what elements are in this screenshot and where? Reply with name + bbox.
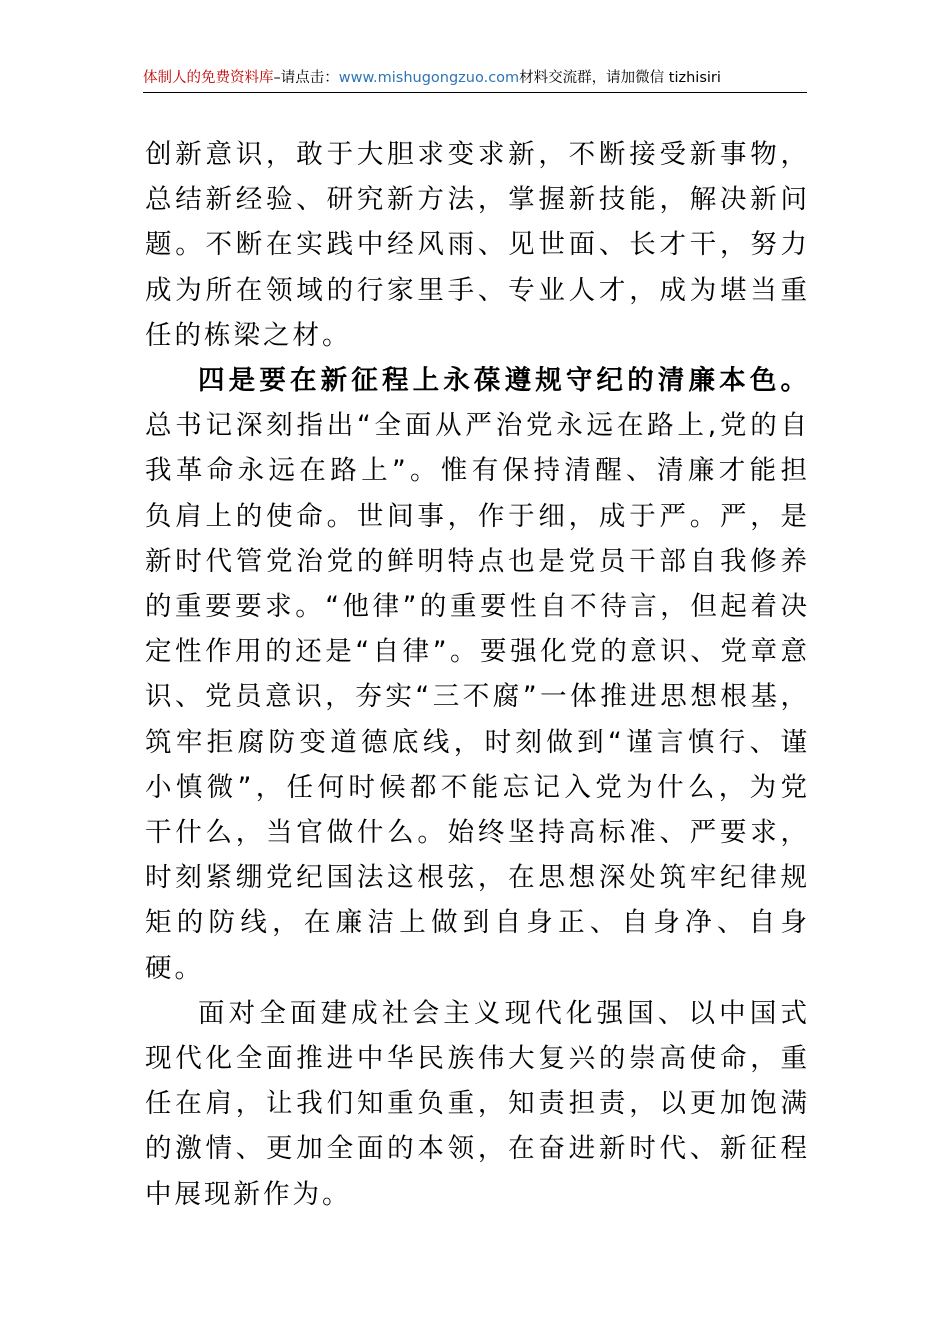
header-click-prompt: –请点击： (273, 70, 339, 86)
paragraph-innovation: 创新意识，敢于大胆求变求新，不断接受新事物，总结新经验、研究新方法，掌握新技能，解决新问题。不断在实践中经风雨、见世面、长才干，努力成为所在领域的行家里手、专业人才，成为堪当重任的栋梁之材。 (145, 139, 810, 351)
paragraph-integrity-heading: 四是要在新征程上永葆遵规守纪的清廉本色。 (198, 365, 810, 397)
page-header (143, 66, 807, 93)
paragraph-integrity-text: 总书记深刻指出“全面从严治党永远在路上,党的自我革命永远在路上”。惟有保持清醒、清廉才能担负肩上的使命。世间事，作于细，成于严。严，是新时代管党治党的鲜明特点也是党员干部自我修养的重要要求。“他律”的重要性自不待言，但起着决定性作用的还是“自律”。要强化党的意识、党章意识、党员意识，夯实“三不腐”一体推进思想根基，筑牢拒腐防变道德底线，时刻做到“谨言慎行、谨小慎微”，任何时候都不能忘记入党为什么，为党干什么，当官做什么。始终坚持高标准、严要求，时刻紧绷党纪国法这根弦，在思想深处筑牢纪律规矩的防线，在廉洁上做到自身正、自身净、自身硬。 (145, 410, 810, 984)
document-body (145, 132, 810, 1217)
header-brand: 体制人的免费资料库 (143, 70, 274, 86)
header-website-link[interactable]: www.mishugongzuo.com (338, 70, 520, 86)
header-wechat-note: 材料交流群，请加微信 tizhisiri (519, 70, 721, 86)
paragraph-conclusion: 面对全面建成社会主义现代化强国、以中国式现代化全面推进中华民族伟大复兴的崇高使命，重任在肩，让我们知重负重，知责担责，以更加饱满的激情、更加全面的本领，在奋进新时代、新征程中展现新作为。 (145, 997, 810, 1210)
paragraph-integrity (145, 358, 810, 991)
